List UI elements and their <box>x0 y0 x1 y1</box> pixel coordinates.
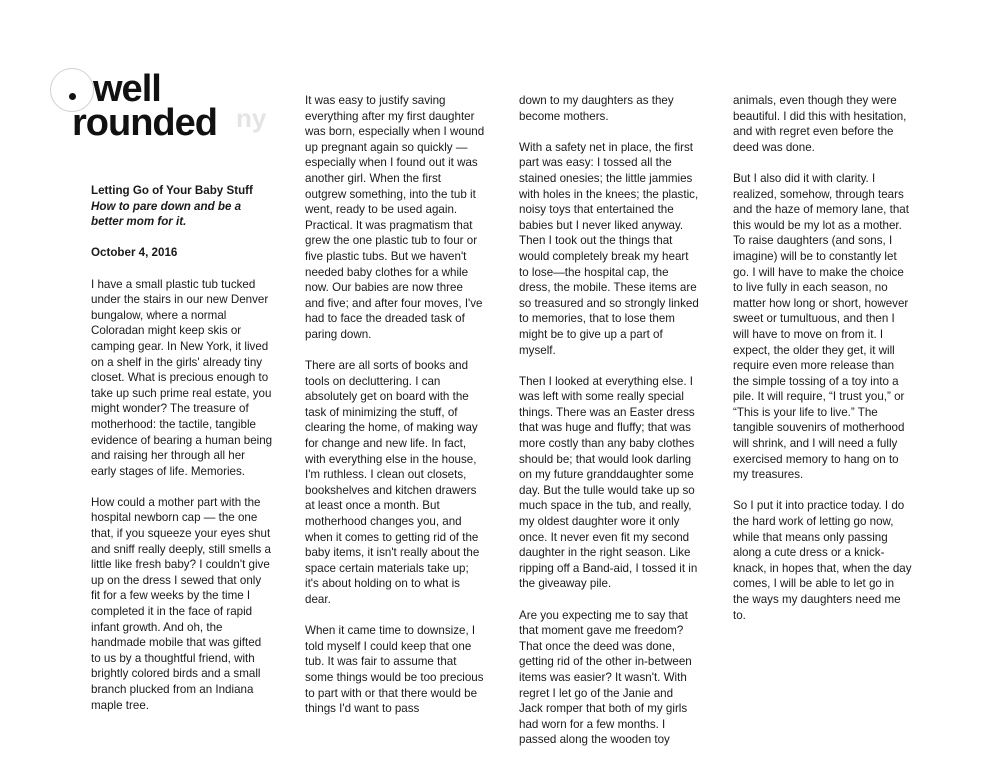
well-rounded-logo <box>50 68 290 148</box>
paragraph: It was easy to justify saving everything after my first daughter was born, especially when I wound up pregnant again so quickly — especially when I found out it was another girl. When the first outgrew something, into the tub it went, ready to be used again. Practical. It was pragmatism that grew the one plastic tub to four or five plastic tubs. But we haven't needed baby clothes for a while now. Our babies are now three and five; and after four moves, I've had to face the dreaded task of paring down. <box>305 94 485 341</box>
paragraph: down to my daughters as they become mothers. <box>519 94 674 123</box>
article-subtitle: How to pare down and be a better mom for it. <box>91 199 242 229</box>
article-title: Letting Go of Your Baby Stuff <box>91 184 253 197</box>
paragraph: When it came time to downsize, I told myself I could keep that one tub. It was fair to assume that some things would be too precious to part with or that there would be things I'd want to pass <box>305 624 484 716</box>
paragraph: Then I looked at everything else. I was left with some really special things. There was an Easter dress that was huge and fluffy; that was more costly than any baby clothes should be; that would look darling on my future granddaughter some day. But the tulle would take up so much space in the tub, and really, my oldest daughter wore it only once. It never even fit my second daughter in the right season. Like ripping off a Band-aid, I tossed it in the giveaway pile. <box>519 374 698 591</box>
paragraph: animals, even though they were beautiful. I did this with hesitation, and with regret even before the deed was done. <box>733 94 907 154</box>
paragraph: I have a small plastic tub tucked under the stairs in our new Denver bungalow, where a normal Coloradan might keep skis or camping gear. In New York, it lived on a shelf in the girls' already tiny closet. What is precious enough to take up such prime real estate, you might wonder? The treasure of motherhood: the tactile, tangible evidence of bearing a human being and raising her through all her early stages of life. Memories. <box>91 277 273 478</box>
paragraph: But I also did it with clarity. I realized, somehow, through tears and the haze of memory lane, that this would be my lot as a mother. To raise daughters (and sons, I imagine) will be to constantly let go. I will have to make the choice to live fully in each season, no matter how long or short, however sweet or tumultuous, and then I will have to move on from it. I expect, the older they get, it will require even more release than the simple tossing of a toy into a pile. It will require, “I trust you,” or “This is your life to live.” The tangible souvenirs of motherhood will shrink, and I will need a fully exercised memory to hang on to my treasures. <box>733 171 909 482</box>
paragraph: With a safety net in place, the first part was easy: I tossed all the stained onesies; the little jammies with holes in the knees; the plastic, noisy toys that entertained the babies but I never liked anyway. Then I took out the things that would completely break my heart to lose—the hospital cap, the dress, the mobile. These items are so treasured and so strongly linked to memories, that to lose them might be to give up a part of myself. <box>519 140 699 357</box>
paragraph: So I put it into practice today. I do the hard work of letting go now, while that means only passing along a cute dress or a knick-knack, in hopes that, when the day comes, I will be able to let go in the ways my daughters need me to. <box>733 499 912 622</box>
article-column-1 <box>91 183 273 729</box>
logo-dot <box>69 93 76 100</box>
article-column-3 <box>519 93 699 764</box>
logo-word-ny: ny <box>236 103 267 133</box>
paragraph: Are you expecting me to say that that moment gave me freedom? That once the deed was done, getting rid of the other in-between items was easier? It wasn't. With regret I let go of the Janie and Jack romper that both of my girls had worn for a few months. I passed along the wooden toy <box>519 608 692 747</box>
paragraph: How could a mother part with the hospital newborn cap — the one that, if you squeeze your eyes shut and sniff really deeply, still smells a little like fresh baby? I couldn't give up on the dress I sewed that only fit for a few weeks by the time I completed it in the face of rapid infant growth. And oh, the handmade mobile that was gifted to us by a thoughtful friend, with brightly colored birds and a small branch plucked from an Indiana maple tree. <box>91 495 271 712</box>
logo-word-well: well <box>93 68 161 110</box>
article-column-2 <box>305 93 485 732</box>
article-date: October 4, 2016 <box>91 246 178 260</box>
logo-word-rounded: rounded <box>72 102 217 144</box>
paragraph: There are all sorts of books and tools on decluttering. I can absolutely get on board with the task of minimizing the stuff, of clearing the home, of making way for change and new life. In fact, with everything else in the house, I'm ruthless. I clean out closets, bookshelves and kitchen drawers at least once a month. But motherhood changes you, and when it comes to getting rid of the baby items, it isn't really about the space certain materials take up; it's about holding on to what is dear. <box>305 359 480 606</box>
article-column-4 <box>733 93 913 639</box>
